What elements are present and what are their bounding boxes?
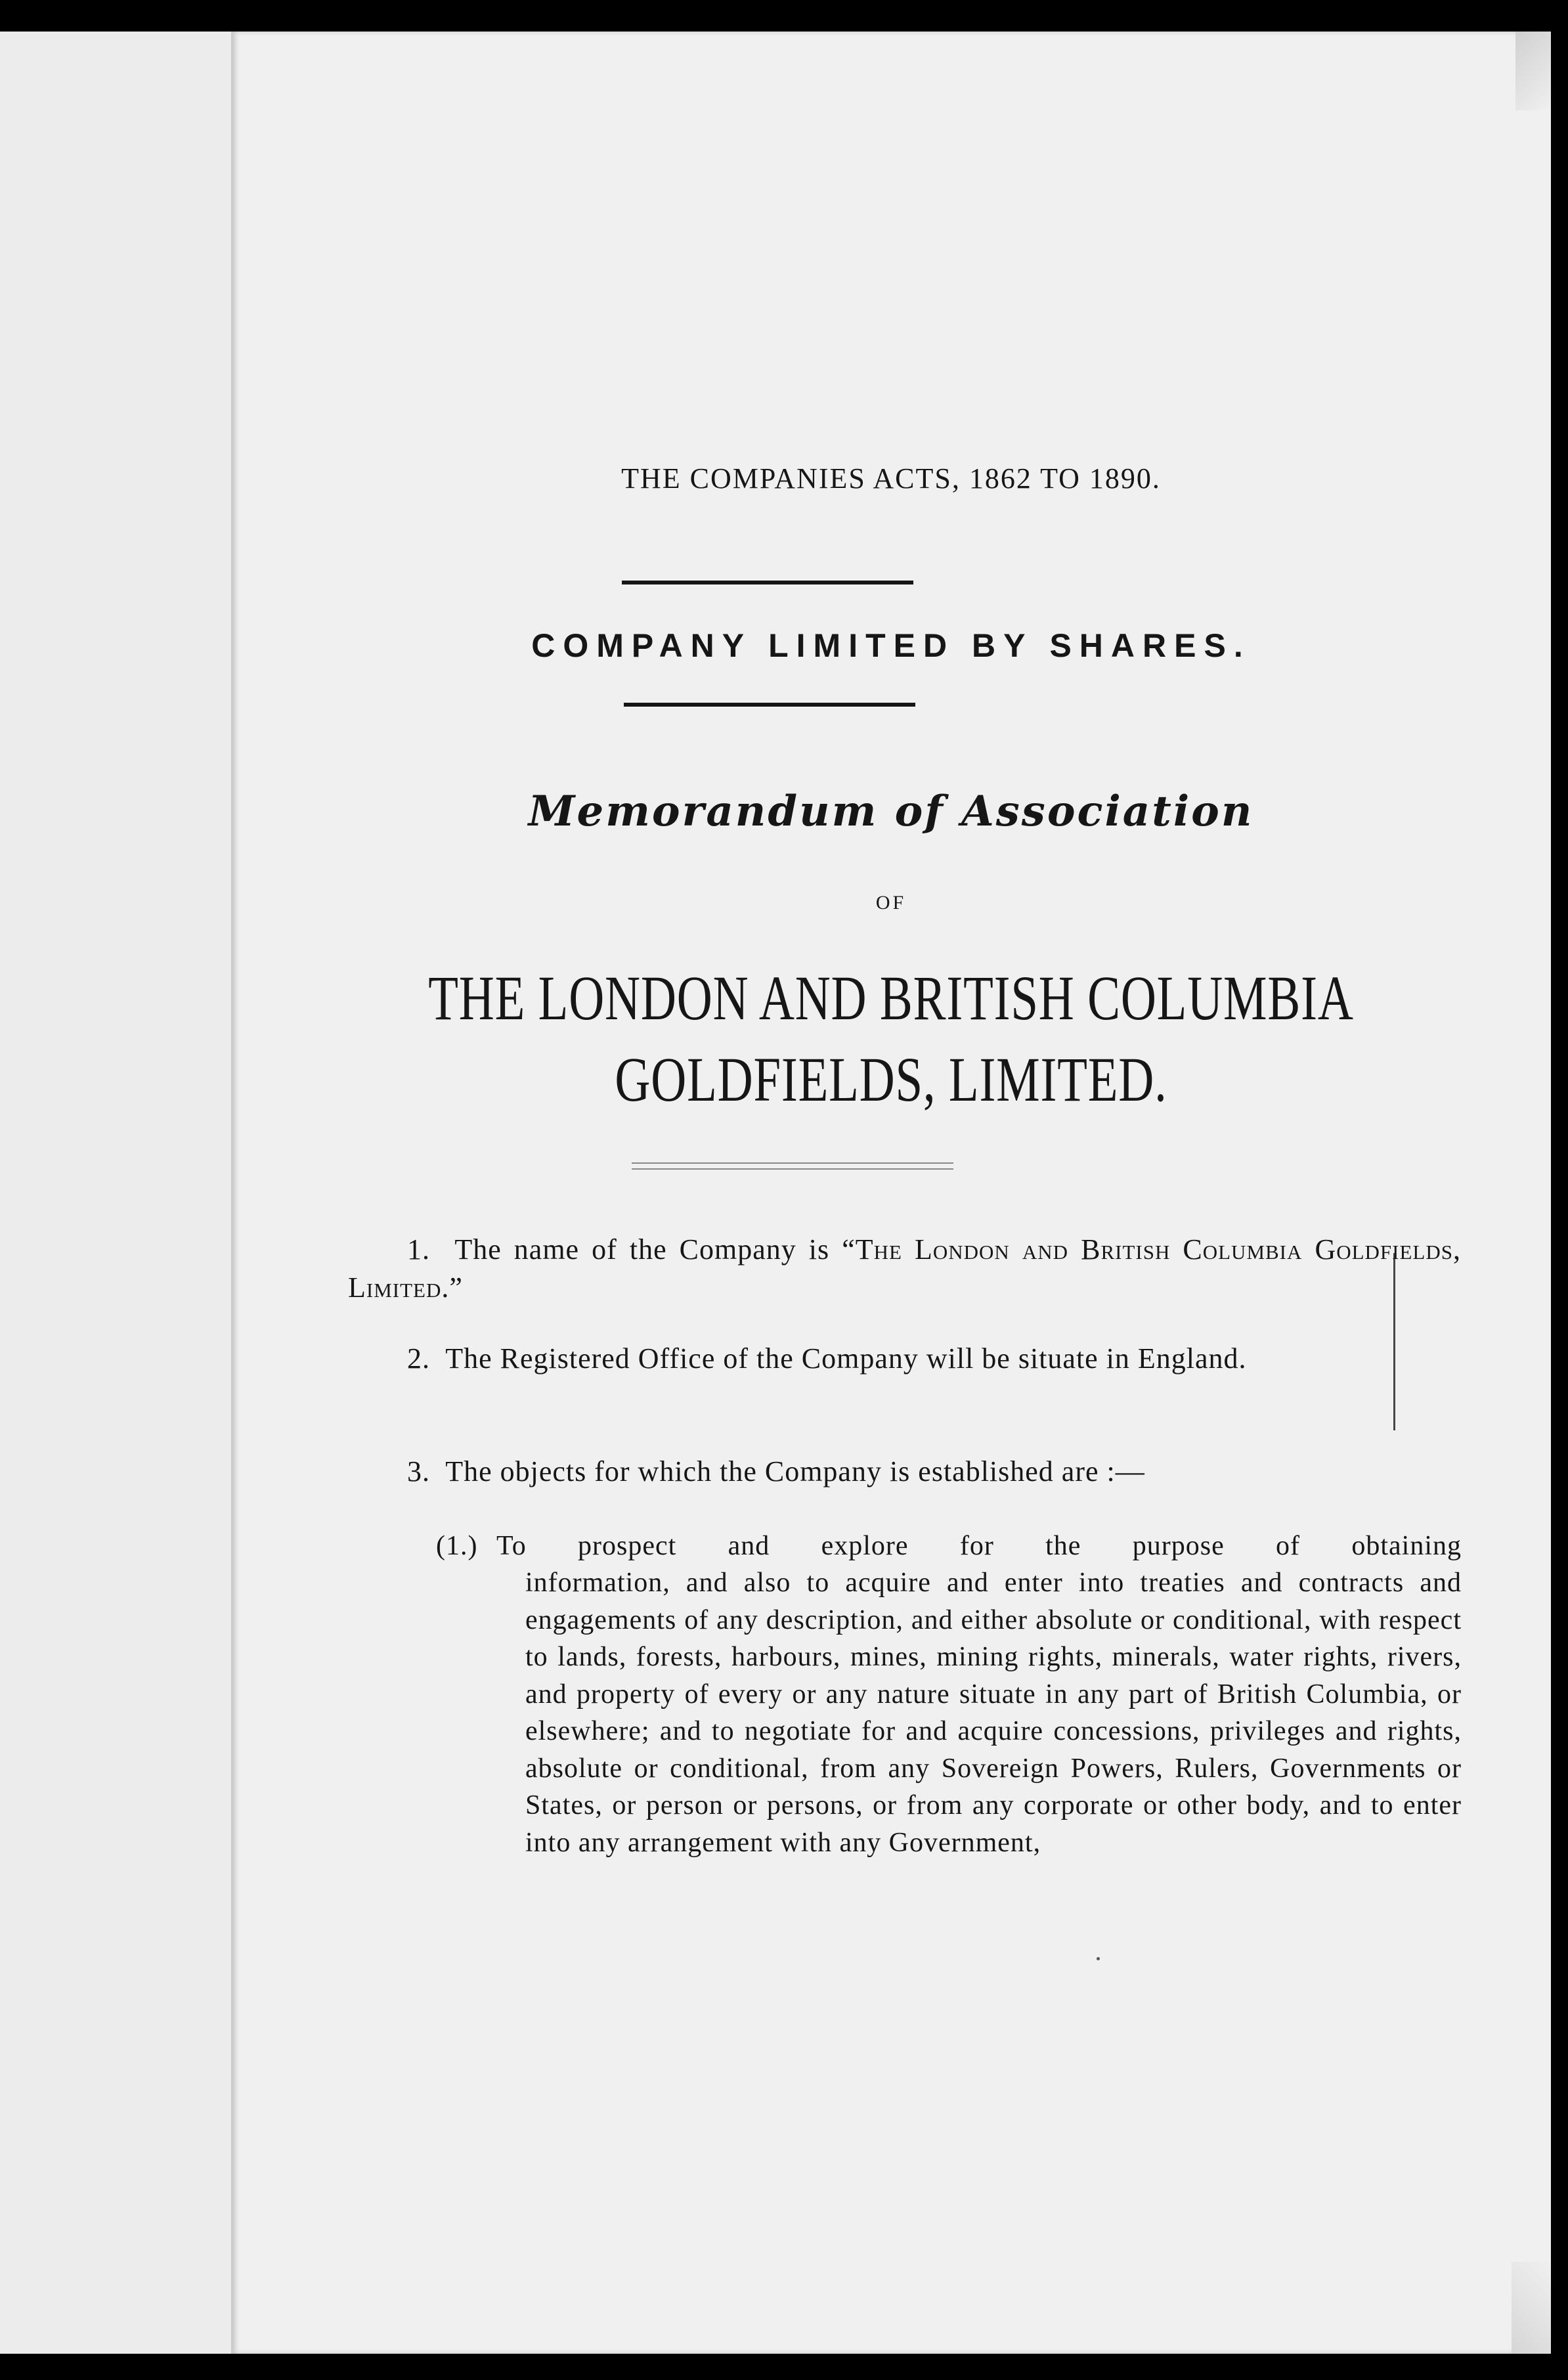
company-name-line-2: GOLDFIELDS, LIMITED. (615, 1044, 1167, 1114)
company-type-heading: COMPANY LIMITED BY SHARES. (531, 627, 1251, 664)
divider-rule (624, 703, 915, 707)
paragraph-text: ” (449, 1271, 463, 1304)
divider-rule (622, 581, 913, 584)
company-name-caps: The London and British Columbia Goldfields, Limited. (348, 1233, 1462, 1304)
paragraph-text: The Registered Office of the Company will be situate in England. (445, 1342, 1247, 1375)
paragraph-number: 3. (407, 1455, 430, 1488)
clause-text: information, and also to acquire and enter into treaties and contracts and engagements of any description, and either absolute or conditional, with respect to lands, forests, harbours, mines, mining rights, minerals, water rights, rivers, and property of every or any nature situate in any part of British Columbia, or elsewhere; and to negotiate for and acquire concessions, privileges and rights, absolute or conditional, from any Sovereign Powers, Rulers, Governments or States, or person or persons, or from any corporate or other body, and to enter into any arrangement with any Government, (525, 1568, 1462, 1858)
double-rule (632, 1162, 953, 1170)
paragraph-2 (348, 1340, 1461, 1378)
document-page (231, 32, 1551, 2354)
company-name-line-1: THE LONDON AND BRITISH COLUMBIA (428, 963, 1354, 1033)
page-content (231, 32, 1551, 2354)
facing-page-edge (0, 32, 234, 2354)
memorandum-title: Memorandum of Association (528, 787, 1254, 836)
of-label: OF (875, 892, 907, 914)
paragraph-number: 1. (407, 1233, 430, 1266)
paragraph-text: The objects for which the Company is established are :— (445, 1455, 1145, 1488)
company-name (376, 958, 1406, 1120)
clause-first-line: To prospect and explore for the purpose of obtaining (496, 1531, 1462, 1561)
paragraph-3 (348, 1453, 1461, 1491)
paragraph-number: 2. (407, 1342, 430, 1375)
paragraph-text: The name of the Company is “ (454, 1233, 856, 1266)
paragraph-1 (348, 1231, 1461, 1307)
clause-number: (1.) (436, 1531, 478, 1561)
acts-title: THE COMPANIES ACTS, 1862 TO 1890. (621, 462, 1161, 495)
